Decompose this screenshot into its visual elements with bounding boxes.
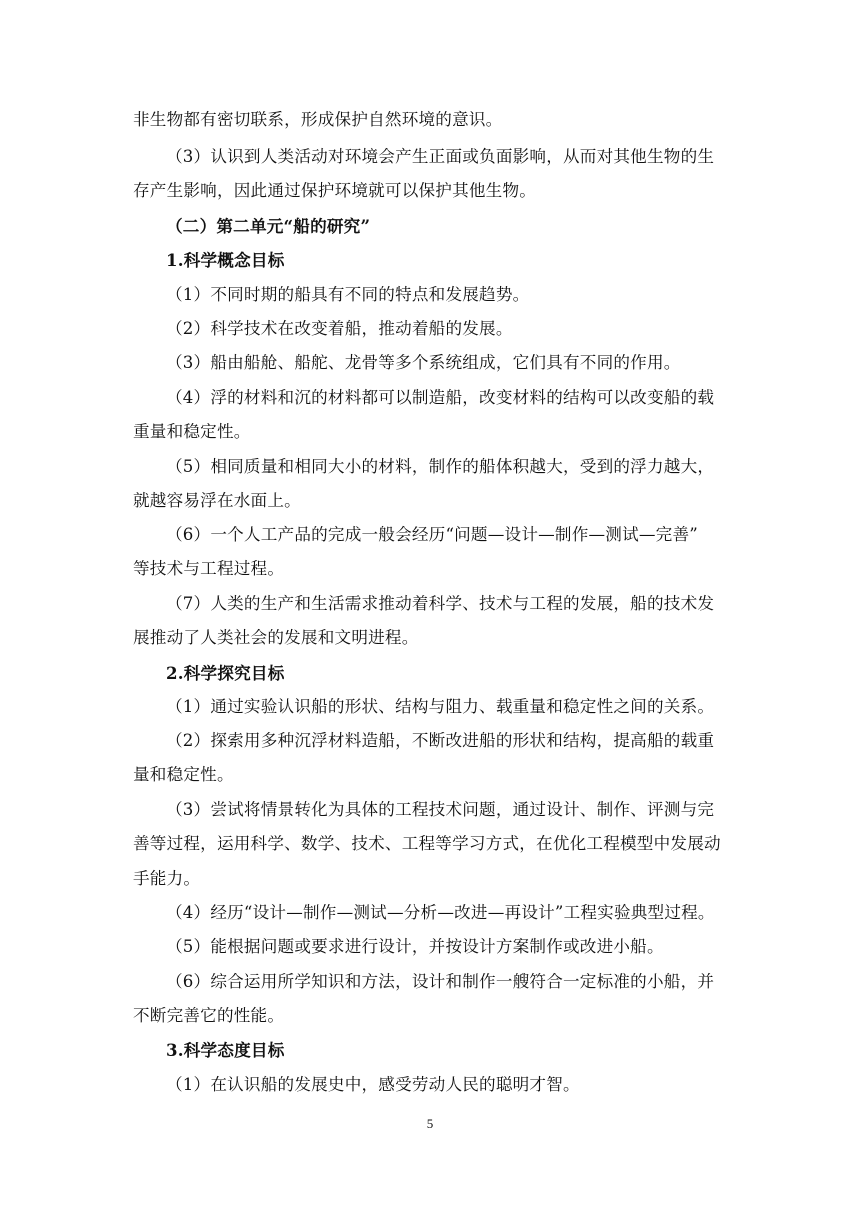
text-line: （3）尝试将情景转化为具体的工程技术问题，通过设计、制作、评测与完	[166, 800, 715, 819]
text-line: （2）科学技术在改变着船，推动着船的发展。	[166, 319, 513, 338]
text-line: （7）人类的生产和生活需求推动着科学、技术与工程的发展，船的技术发	[166, 594, 715, 613]
text-line: 重量和稳定性。	[133, 422, 251, 441]
text-line: 量和稳定性。	[133, 765, 234, 784]
text-line: 不断完善它的性能。	[133, 1006, 285, 1025]
text-line: 展推动了人类社会的发展和文明进程。	[133, 628, 419, 647]
text-line: 手能力。	[133, 869, 201, 888]
subsection-heading: 3.科学态度目标	[166, 1040, 285, 1060]
text-line: 就越容易浮在水面上。	[133, 491, 301, 510]
subsection-heading: 2.科学探究目标	[166, 663, 285, 683]
text-line: （1）在认识船的发展史中，感受劳动人民的聪明才智。	[166, 1075, 580, 1094]
text-line: （6）综合运用所学知识和方法，设计和制作一艘符合一定标准的小船，并	[166, 972, 715, 991]
text-line: （5）能根据问题或要求进行设计，并按设计方案制作或改进小船。	[166, 937, 664, 956]
text-line: （6）一个人工产品的完成一般会经历“问题—设计—制作—测试—完善”	[166, 525, 698, 544]
text-line: （2）探索用多种沉浮材料造船，不断改进船的形状和结构，提高船的载重	[166, 731, 715, 750]
text-line: （4）经历“设计—制作—测试—分析—改进—再设计”工程实验典型过程。	[166, 903, 715, 922]
text-line: （5）相同质量和相同大小的材料，制作的船体积越大，受到的浮力越大，	[166, 457, 715, 476]
text-line: （4）浮的材料和沉的材料都可以制造船，改变材料的结构可以改变船的载	[166, 388, 715, 407]
text-line: （1）不同时期的船具有不同的特点和发展趋势。	[166, 285, 530, 304]
page-number: 5	[426, 1116, 434, 1131]
subsection-heading: 1.科学概念目标	[166, 250, 285, 270]
text-line: 存产生影响，因此通过保护环境就可以保护其他生物。	[133, 181, 537, 200]
text-line: 等技术与工程过程。	[133, 559, 285, 578]
text-line: （3）船由船舱、船舵、龙骨等多个系统组成，它们具有不同的作用。	[166, 353, 681, 372]
text-line: 非生物都有密切联系，形成保护自然环境的意识。	[133, 110, 503, 129]
section-heading: （二）第二单元“船的研究”	[166, 216, 371, 236]
text-line: （1）通过实验认识船的形状、结构与阻力、载重量和稳定性之间的关系。	[166, 697, 715, 716]
text-line: （3）认识到人类活动对环境会产生正面或负面影响，从而对其他生物的生	[166, 147, 715, 166]
text-line: 善等过程，运用科学、数学、技术、工程等学习方式，在优化工程模型中发展动	[133, 834, 721, 853]
